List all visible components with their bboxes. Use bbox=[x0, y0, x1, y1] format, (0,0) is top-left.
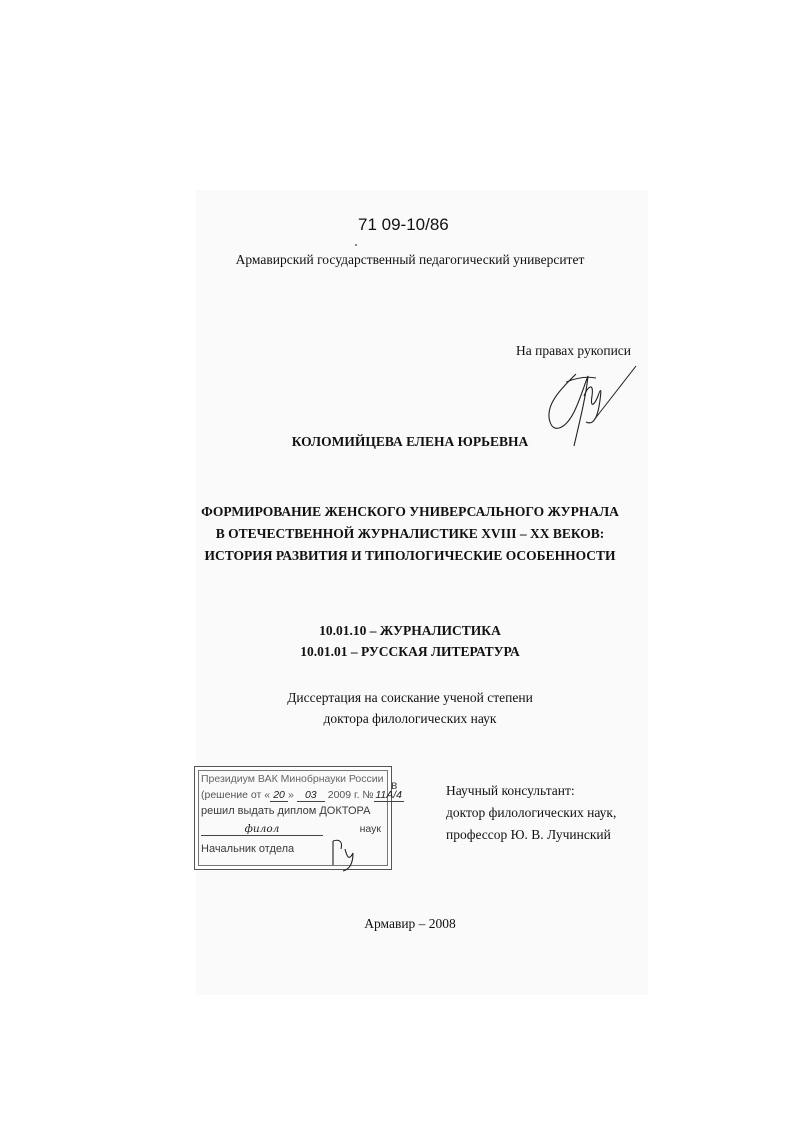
title-line: ИСТОРИЯ РАЗВИТИЯ И ТИПОЛОГИЧЕСКИЕ ОСОБЕННОСТИ bbox=[204, 548, 616, 563]
title-line: В ОТЕЧЕСТВЕННОЙ ЖУРНАЛИСТИКЕ XVIII – XX ВЕКОВ: bbox=[215, 526, 605, 541]
stamp-decision-sep: » bbox=[288, 789, 294, 801]
stamp-side-mark: в bbox=[391, 778, 398, 792]
rights-note: На правах рукописи bbox=[516, 343, 632, 358]
specialty-line: 10.01.01 – РУССКАЯ ЛИТЕРАТУРА bbox=[300, 644, 520, 659]
stamp-line-award: решил выдать диплом ДОКТОРА bbox=[201, 805, 371, 817]
stamp-number-label: г. № bbox=[354, 789, 374, 801]
consultant-line: профессор Ю. В. Лучинский bbox=[446, 827, 611, 842]
stamp-number: 11А/4 bbox=[375, 789, 403, 801]
registry-code: 71 09-10/86 bbox=[358, 215, 449, 234]
degree-statement bbox=[120, 687, 700, 729]
stamp-signature bbox=[325, 835, 365, 875]
consultant-line: Научный консультант: bbox=[446, 783, 575, 798]
specialty-line: 10.01.10 – ЖУРНАЛИСТИКА bbox=[319, 623, 501, 638]
dissertation-title bbox=[120, 501, 700, 567]
stamp-line-decision bbox=[201, 789, 404, 802]
page-sheet bbox=[196, 190, 648, 995]
stamp-decision-prefix: (решение от « bbox=[201, 789, 271, 801]
stamp-century: 20 bbox=[327, 789, 340, 801]
degree-line: доктора филологических наук bbox=[323, 711, 497, 726]
author-name: КОЛОМИЙЦЕВА ЕЛЕНА ЮРЬЕВНА bbox=[291, 434, 529, 449]
scientific-consultant bbox=[446, 780, 616, 846]
specialties bbox=[120, 620, 700, 662]
stamp-month: 03 bbox=[297, 789, 325, 802]
place-and-year: Армавир – 2008 bbox=[364, 916, 456, 931]
stamp-field-handwritten: филол bbox=[201, 823, 323, 836]
scan-speck bbox=[355, 244, 357, 246]
degree-line: Диссертация на соискание ученой степени bbox=[287, 690, 533, 705]
title-line: ФОРМИРОВАНИЕ ЖЕНСКОГО УНИВЕРСАЛЬНОГО ЖУРНАЛА bbox=[201, 504, 619, 519]
stamp-day: 20 bbox=[270, 789, 288, 802]
vak-approval-stamp bbox=[194, 766, 403, 870]
stamp-nauk: наук bbox=[359, 823, 381, 835]
stamp-line-presidium: Президиум ВАК Минобрнауки России bbox=[201, 773, 384, 785]
university-name: Армавирский государственный педагогический университет bbox=[235, 252, 585, 267]
consultant-line: доктор филологических наук, bbox=[446, 805, 617, 820]
stamp-year: 09 bbox=[339, 789, 352, 801]
stamp-line-head: Начальник отдела bbox=[201, 843, 295, 855]
